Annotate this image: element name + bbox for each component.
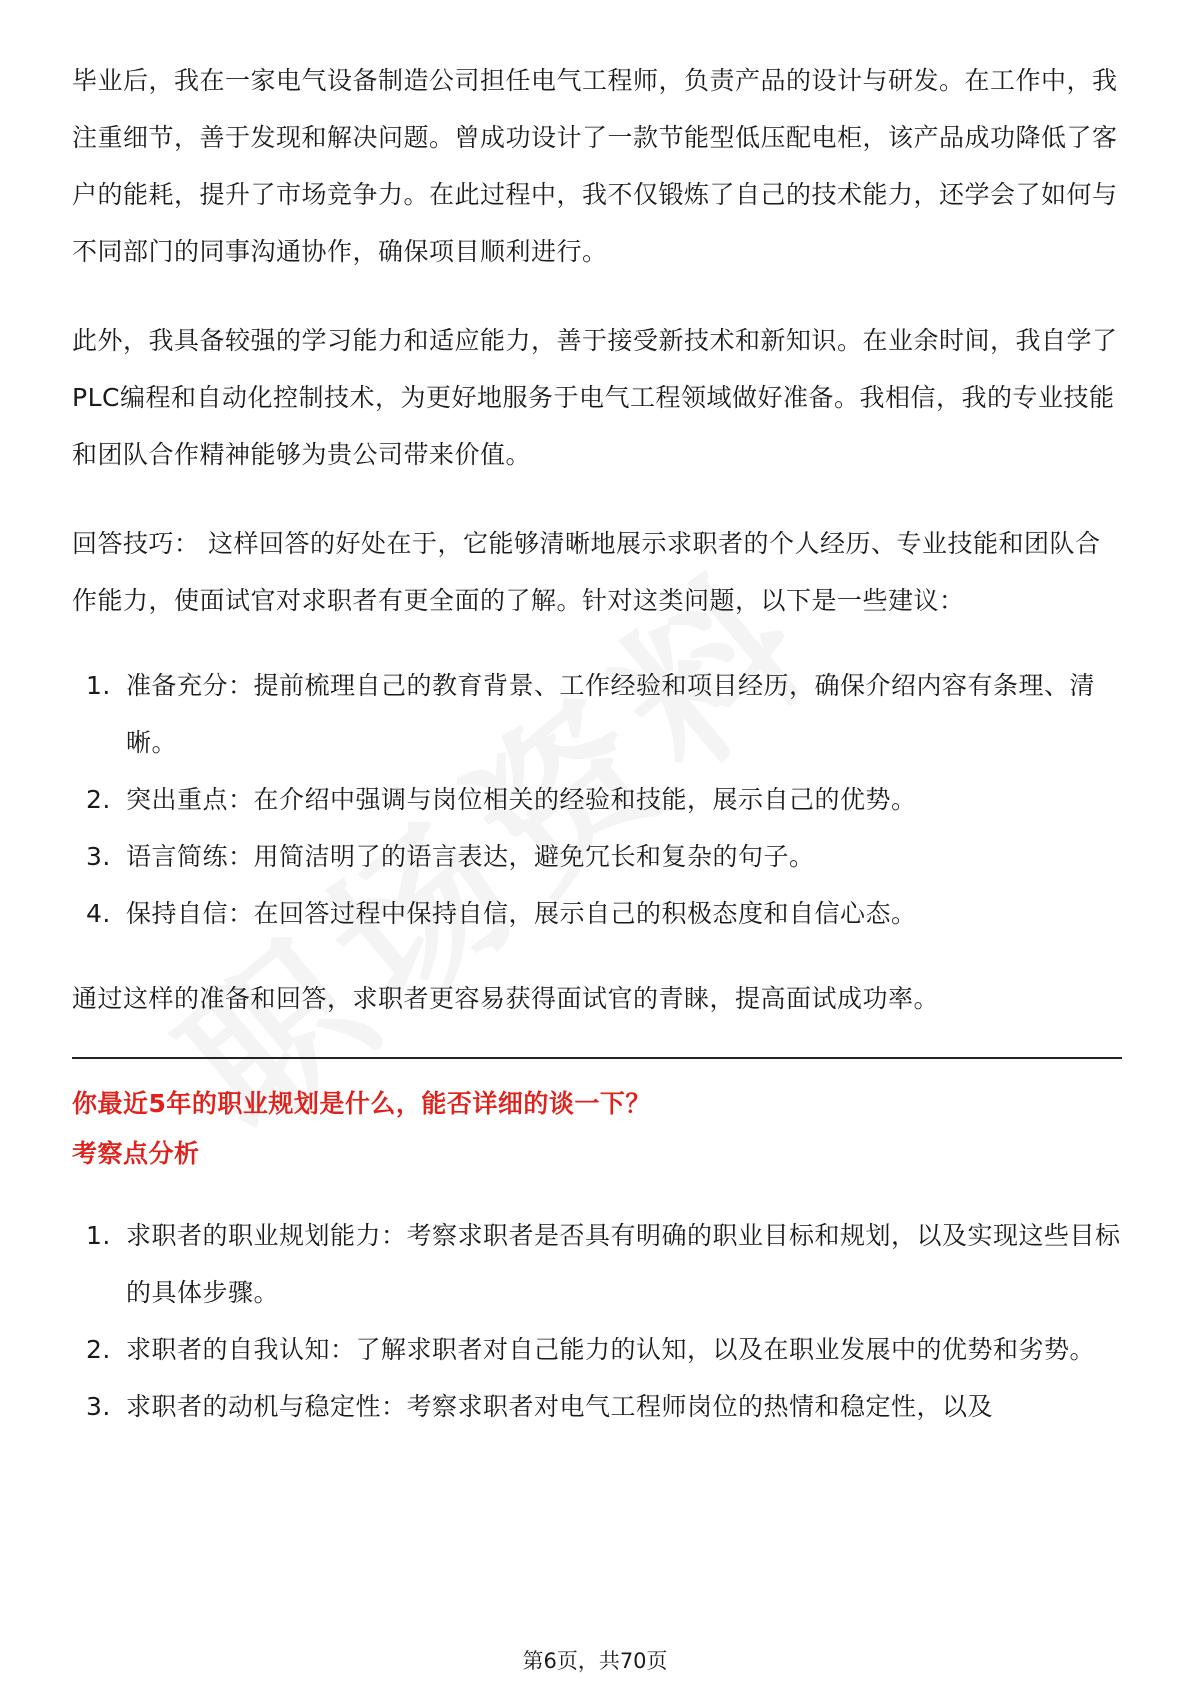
tips-list — [72, 657, 1122, 942]
paragraph-work-experience: 毕业后，我在一家电气设备制造公司担任电气工程师，负责产品的设计与研发。在工作中，我注重细节，善于发现和解决问题。曾成功设计了一款节能型低压配电柜，该产品成功降低了客户的能耗，提升了市场竞争力。在此过程中，我不仅锻炼了自己的技术能力，还学会了如何与不同部门的同事沟通协作，确保项目顺利进行。 — [72, 66, 1118, 266]
list-item — [72, 885, 1122, 942]
paragraph-answer-tips: 回答技巧： 这样回答的好处在于，它能够清晰地展示求职者的个人经历、专业技能和团队合作能力，使面试官对求职者有更全面的了解。针对这类问题，以下是一些建议： — [72, 529, 1101, 615]
list-item — [72, 771, 1122, 828]
list-text: 求职者的动机与稳定性：考察求职者对电气工程师岗位的热情和稳定性，以及 — [126, 1392, 994, 1421]
question-title: 你最近5年的职业规划是什么，能否详细的谈一下？ — [72, 1089, 651, 1118]
list-number: 2. — [86, 785, 111, 814]
list-number: 2. — [86, 1335, 111, 1364]
list-text: 保持自信：在回答过程中保持自信，展示自己的积极态度和自信心态。 — [126, 899, 917, 928]
list-item — [72, 657, 1122, 771]
list-number: 4. — [86, 899, 111, 928]
list-number: 3. — [86, 1392, 111, 1421]
paragraph-conclusion: 通过这样的准备和回答，求职者更容易获得面试官的青睐，提高面试成功率。 — [72, 984, 940, 1013]
list-item — [72, 1321, 1122, 1378]
document-page — [72, 52, 1122, 1435]
list-text: 准备充分：提前梳理自己的教育背景、工作经验和项目经历，确保介绍内容有条理、清晰。 — [126, 671, 1096, 757]
list-number: 1. — [86, 1221, 111, 1250]
list-text: 突出重点：在介绍中强调与岗位相关的经验和技能，展示自己的优势。 — [126, 785, 917, 814]
list-text: 求职者的职业规划能力：考察求职者是否具有明确的职业目标和规划，以及实现这些目标的具体步骤。 — [126, 1221, 1121, 1307]
analysis-heading: 考察点分析 — [72, 1139, 200, 1168]
page-footer: 第6页，共70页 — [522, 1649, 668, 1673]
list-text: 语言简练：用简洁明了的语言表达，避免冗长和复杂的句子。 — [126, 842, 815, 871]
list-item — [72, 1378, 1122, 1435]
list-item — [72, 828, 1122, 885]
paragraph-learning-ability: 此外，我具备较强的学习能力和适应能力，善于接受新技术和新知识。在业余时间，我自学了PLC编程和自动化控制技术，为更好地服务于电气工程领域做好准备。我相信，我的专业技能和团队合作精神能够为贵公司带来价值。 — [72, 326, 1118, 469]
section-divider — [72, 1057, 1122, 1059]
list-number: 3. — [86, 842, 111, 871]
list-number: 1. — [86, 671, 111, 700]
analysis-list — [72, 1207, 1122, 1435]
list-item — [72, 1207, 1122, 1321]
list-text: 求职者的自我认知：了解求职者对自己能力的认知，以及在职业发展中的优势和劣势。 — [126, 1335, 1096, 1364]
